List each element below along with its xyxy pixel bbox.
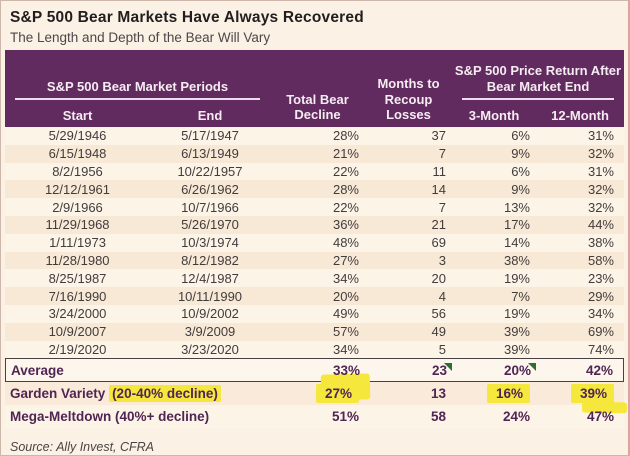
table-row: [5, 234, 624, 252]
cell-start-date: 7/16/1990: [48, 288, 107, 304]
cell-start-date: 8/2/1956: [52, 163, 103, 179]
summary-row-average: [5, 358, 624, 382]
cell-12month-return: 32%: [587, 146, 614, 162]
cell-total-decline: 57%: [332, 324, 359, 340]
cell-end-date: 10/22/1957: [177, 163, 243, 179]
cell-3month-return: 24%: [502, 409, 530, 425]
cell-12month-return: 47%: [586, 409, 614, 425]
column-header-decline: Total Bear Decline: [286, 91, 349, 123]
cell-total-decline: 48%: [332, 235, 359, 251]
cell-12month-return: 32%: [587, 181, 614, 197]
summary-label: Mega-Meltdown (40%+ decline): [10, 409, 210, 425]
cell-end-date: 5/26/1970: [181, 217, 239, 233]
cell-3month-return: 6%: [511, 163, 530, 179]
cell-3month-return: 7%: [511, 288, 530, 304]
cell-end-date: 10/11/1990: [177, 288, 243, 304]
summary-label: [5, 386, 270, 401]
table-row: [5, 145, 624, 163]
cell-total-decline: 28%: [332, 128, 359, 144]
summary-row-mega-meltdown: [5, 405, 624, 428]
cell-total-decline: 21%: [332, 146, 359, 162]
cell-end-date: 5/17/1947: [181, 128, 239, 144]
cell-total-decline: 34%: [332, 341, 359, 357]
cell-12month-return: 44%: [587, 217, 614, 233]
cell-total-decline: 36%: [332, 217, 359, 233]
column-header-end: End: [197, 108, 223, 123]
table-row: [5, 180, 624, 198]
column-header-start: Start: [62, 108, 93, 123]
cell-start-date: 3/24/2000: [48, 306, 107, 322]
cell-months-to-recoup: 11: [432, 163, 446, 179]
cell-3month-return: [452, 386, 536, 401]
cell-start-date: 12/12/1961: [44, 181, 111, 197]
table-row: [5, 305, 624, 323]
garden-label-text: Garden Variety: [10, 386, 110, 402]
highlighted-value: 39%: [571, 384, 614, 403]
cell-total-decline: 33%: [332, 362, 360, 378]
cell-months-to-recoup: 56: [431, 306, 446, 322]
summary-label: Average: [11, 362, 64, 378]
cell-months-to-recoup: 7: [438, 199, 446, 215]
table-row: [5, 269, 624, 287]
highlighted-value: 16%: [487, 384, 530, 403]
cell-end-date: 10/9/2002: [181, 306, 239, 322]
cell-months-to-recoup: 7: [438, 146, 446, 162]
cell-months-to-recoup: 37: [431, 128, 446, 144]
table-row: [5, 252, 624, 270]
cell-end-date: 10/7/1966: [181, 199, 239, 215]
cell-months-to-recoup: [366, 363, 453, 378]
cell-total-decline: 28%: [332, 181, 359, 197]
cell-end-date: 10/3/1974: [181, 235, 239, 251]
cell-3month-return: 13%: [503, 199, 530, 215]
cell-12month-return: 23%: [587, 270, 614, 286]
cell-12month-return: 32%: [587, 199, 614, 215]
cell-end-date: 3/9/2009: [184, 324, 236, 340]
cell-12month-return: 29%: [587, 288, 614, 304]
cell-3month-return: [453, 363, 537, 378]
cell-start-date: 5/29/1946: [48, 128, 107, 144]
cell-12month-return: 31%: [587, 128, 614, 144]
table-body: [5, 127, 624, 358]
source-note: Source: Ally Invest, CFRA: [10, 440, 155, 455]
cell-12month-return: 58%: [587, 252, 614, 268]
cell-3month-return: 17%: [503, 217, 530, 233]
highlighted-text: (20-40% decline): [109, 385, 221, 402]
table-row: [5, 341, 624, 359]
header-periods-label: S&P 500 Bear Market Periods: [46, 79, 229, 95]
cell-months-to-recoup: 3: [438, 252, 446, 268]
summary-section: [5, 358, 624, 428]
cell-12month-return: 42%: [585, 362, 613, 378]
cell-start-date: 1/11/1973: [49, 235, 106, 251]
cell-total-decline: 22%: [332, 199, 359, 215]
highlighted-value: 27%: [316, 384, 359, 403]
title-block: [1, 7, 628, 50]
table-header: [5, 50, 624, 127]
cell-total-decline: 20%: [332, 288, 359, 304]
cell-end-date: 3/23/2020: [181, 341, 239, 357]
comment-flag-icon: [528, 363, 536, 371]
cell-months-to-recoup: 13: [430, 386, 446, 402]
header-group-periods: [5, 50, 270, 127]
cell-start-date: 8/25/1987: [48, 270, 107, 286]
table-row: [5, 198, 624, 216]
cell-3month-return: 19%: [503, 270, 530, 286]
cell-end-date: 8/12/1982: [181, 252, 239, 268]
average-3month-value: 20%: [503, 362, 531, 378]
cell-3month-return: 38%: [503, 252, 530, 268]
table-row: [5, 163, 624, 181]
cell-months-to-recoup: 21: [431, 217, 446, 233]
cell-total-decline: 49%: [332, 306, 359, 322]
table-row: [5, 127, 624, 145]
cell-start-date: 10/9/2007: [48, 324, 107, 340]
cell-start-date: 11/29/1968: [45, 217, 110, 233]
table-row: [5, 323, 624, 341]
cell-start-date: 2/19/2020: [48, 341, 107, 357]
column-header-3month: 3-Month: [468, 108, 520, 123]
cell-start-date: 2/9/1966: [52, 199, 103, 215]
cell-12month-return: 74%: [587, 341, 614, 357]
average-months-value: 23: [431, 362, 447, 378]
cell-months-to-recoup: 4: [438, 288, 446, 304]
header-group-returns: [452, 50, 624, 127]
cell-end-date: 6/26/1962: [181, 181, 239, 197]
cell-12month-return: 31%: [587, 163, 614, 179]
cell-total-decline: 27%: [332, 252, 359, 268]
cell-12month-return: 34%: [587, 306, 614, 322]
column-header-months: Months to Recoup Losses: [377, 76, 440, 123]
cell-3month-return: 39%: [503, 341, 530, 357]
cell-12month-return: 38%: [587, 235, 614, 251]
cell-3month-return: 9%: [511, 146, 530, 162]
cell-months-to-recoup: 58: [430, 409, 446, 425]
cell-3month-return: 19%: [503, 306, 530, 322]
chart-subtitle: The Length and Depth of the Bear Will Vary: [10, 30, 271, 45]
cell-3month-return: 9%: [511, 181, 530, 197]
column-header-12month: 12-Month: [551, 108, 609, 123]
cell-3month-return: 6%: [511, 128, 530, 144]
table-row: [5, 216, 624, 234]
cell-months-to-recoup: 20: [431, 270, 446, 286]
cell-total-decline: [270, 386, 365, 401]
cell-total-decline: 22%: [332, 163, 359, 179]
summary-row-garden-variety: [5, 382, 624, 405]
cell-months-to-recoup: 14: [431, 181, 446, 197]
cell-end-date: 6/13/1949: [181, 146, 239, 162]
cell-12month-return: 69%: [587, 324, 614, 340]
cell-total-decline: 51%: [331, 409, 359, 425]
table-row: [5, 287, 624, 305]
cell-total-decline: 34%: [332, 270, 359, 286]
cell-3month-return: 14%: [503, 235, 530, 251]
header-returns-label: S&P 500 Price Return After Bear Market End: [454, 63, 622, 95]
cell-end-date: 12/4/1987: [181, 270, 239, 286]
comment-flag-icon: [444, 363, 452, 371]
cell-months-to-recoup: 5: [438, 341, 446, 357]
cell-3month-return: 39%: [503, 324, 530, 340]
cell-months-to-recoup: 69: [431, 235, 446, 251]
cell-12month-return: [536, 386, 624, 401]
cell-start-date: 11/28/1980: [45, 252, 110, 268]
cell-months-to-recoup: 49: [431, 324, 446, 340]
chart-title: S&P 500 Bear Markets Have Always Recovered: [10, 9, 364, 26]
cell-start-date: 6/15/1948: [48, 146, 107, 162]
